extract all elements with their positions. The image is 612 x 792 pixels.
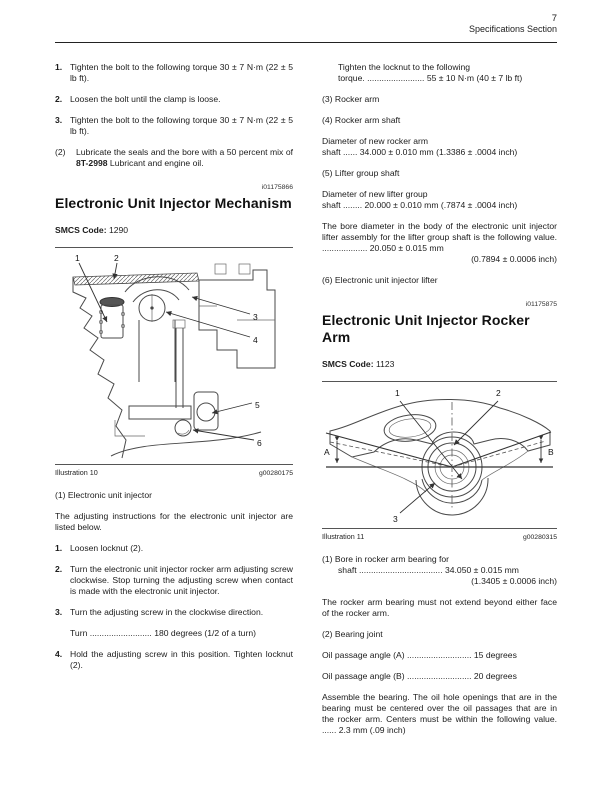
callout-3-label: 3	[393, 514, 398, 524]
callout-3-text: (3) Rocker arm	[322, 94, 380, 104]
step-text: Turn the electronic unit injector rocker arm adjusting screw clockwise. Stop turning the adjusting screw when contact is made with the electronic unit injector.	[70, 564, 293, 596]
step-item	[55, 94, 293, 105]
step-text-main: Turn the adjusting screw in the clockwise direction.	[70, 607, 264, 617]
rocker-bore-spec	[322, 554, 557, 587]
spec-value-line: torque. ........................ 55 ± 10 N·m (40 ± 7 lb ft)	[338, 73, 523, 83]
callout-2-text: (2) Bearing joint	[322, 629, 383, 639]
step-text: Tighten the bolt to the following torque 30 ± 7 N·m (22 ± 5 lb ft).	[70, 115, 293, 136]
right-column	[322, 62, 557, 746]
step-number: 1.	[55, 62, 63, 72]
spec-value-continuation: (0.7894 ± 0.0006 inch)	[471, 254, 557, 264]
figure-caption	[55, 465, 293, 478]
oil-angle-b-spec: Oil passage angle (B) ........................... 20 degrees	[322, 671, 517, 681]
smcs-code-line	[55, 225, 293, 236]
assemble-bearing-paragraph: Assemble the bearing. The oil hole openings that are in the bearing must be centered over the oil passages that are in the rocker arm. Centers must be within the following value. ...... 2.3 mm (.09 inch)	[322, 692, 557, 735]
page-number: 7	[551, 13, 557, 24]
step-number: 1.	[55, 543, 63, 553]
bore-diameter-paragraph	[322, 221, 557, 265]
figure-caption	[322, 529, 557, 542]
spec-line: Diameter of new lifter group	[322, 189, 428, 199]
step-text: Loosen locknut (2).	[70, 543, 144, 553]
callout-6-text: (6) Electronic unit injector lifter	[322, 275, 438, 285]
callout-4-text: (4) Rocker arm shaft	[322, 115, 401, 125]
section-heading: Electronic Unit Injector Mechanism	[55, 195, 292, 211]
callout-1-label: 1	[75, 253, 80, 263]
figure-id: g00280175	[258, 470, 293, 477]
step-text: Hold the adjusting screw in this position. Tighten locknut (2).	[70, 649, 293, 670]
step-number: 2.	[55, 94, 63, 104]
spec-text: The bore diameter in the body of the electronic unit injector lifter assembly for the lifter group shaft is the following value. ................... 20.050 ± 0.015 mm	[322, 221, 557, 253]
oil-angle-a-spec: Oil passage angle (A) ........................... 15 degrees	[322, 650, 517, 660]
smcs-code-line	[322, 359, 557, 370]
callout-2-label: 2	[114, 253, 119, 263]
spec-line: (1) Bore in rocker arm bearing for	[322, 554, 450, 564]
bearing-note-paragraph: The rocker arm bearing must not extend beyond either face of the rocker arm.	[322, 597, 557, 618]
smcs-value: 1123	[375, 359, 395, 369]
step-item	[55, 564, 293, 597]
step-text: Tighten the bolt to the following torque 30 ± 7 N·m (22 ± 5 lb ft).	[70, 62, 293, 83]
step-item	[55, 543, 293, 554]
spec-value-continuation: (1.3405 ± 0.0006 inch)	[471, 576, 557, 586]
doc-id: i01175875	[525, 301, 557, 308]
spec-value-line: shaft ................................... 34.050 ± 0.015 mm	[338, 565, 519, 575]
step-number: 4.	[55, 649, 63, 659]
callout-1-label: 1	[395, 388, 400, 398]
illustration-11-figure	[322, 381, 557, 529]
callout-4-label: 4	[253, 335, 258, 345]
smcs-label: SMCS Code:	[322, 359, 374, 369]
injector-mechanism-diagram	[55, 250, 293, 462]
angle-a-label: A	[324, 447, 330, 457]
illustration-label: Illustration 11	[322, 532, 365, 541]
step-text	[70, 607, 293, 639]
callout-1-text: (1) Electronic unit injector	[55, 490, 152, 500]
rocker-shaft-spec	[322, 136, 557, 158]
left-column	[55, 62, 293, 681]
callout-2-label: 2	[496, 388, 501, 398]
callout-6-label: 6	[257, 438, 262, 448]
step-text: Loosen the bolt until the clamp is loose.	[70, 94, 221, 104]
spec-value-line: shaft ...... 34.000 ± 0.010 mm (1.3386 ± .0004 inch)	[322, 147, 518, 157]
step-number: 3.	[55, 115, 63, 125]
spec-line: Diameter of new rocker arm	[322, 136, 429, 146]
step-item	[55, 649, 293, 671]
rocker-arm-diagram	[322, 384, 557, 526]
step-number: 2.	[55, 564, 63, 574]
callout-3-label: 3	[253, 312, 258, 322]
spec-line: Tighten the locknut to the following	[338, 62, 471, 72]
page-header	[469, 13, 557, 35]
spec-value-line: Turn .......................... 180 degrees (1/2 of a turn)	[70, 628, 256, 638]
header-rule	[55, 42, 557, 43]
callout-number: (2)	[55, 147, 66, 157]
callout-note-2	[55, 147, 293, 169]
locknut-torque-spec	[322, 62, 557, 84]
note-pre: Lubricate the seals and the bore with a 50 percent mix of	[76, 147, 293, 157]
intro-paragraph: The adjusting instructions for the electronic unit injector are listed below.	[55, 511, 293, 532]
step-item	[55, 115, 293, 137]
section-title-header: Specifications Section	[468, 24, 557, 34]
section-heading: Electronic Unit Injector Rocker Arm	[322, 312, 530, 345]
illustration-10-figure	[55, 247, 293, 465]
step-item	[55, 62, 293, 84]
part-number: 8T-2998	[76, 158, 108, 168]
note-post: Lubricant and engine oil.	[107, 158, 204, 168]
smcs-label: SMCS Code:	[55, 225, 107, 235]
step-number: 3.	[55, 607, 63, 617]
callout-5-text: (5) Lifter group shaft	[322, 168, 400, 178]
callout-text	[76, 147, 293, 169]
smcs-value: 1290	[108, 225, 129, 235]
doc-id: i01175866	[261, 184, 293, 191]
figure-id: g00280315	[522, 534, 557, 541]
callout-5-label: 5	[255, 400, 260, 410]
spec-value-line: shaft ........ 20.000 ± 0.010 mm (.7874 ± .0004 inch)	[322, 200, 518, 210]
illustration-label: Illustration 10	[55, 468, 98, 477]
step-item	[55, 607, 293, 639]
lifter-shaft-spec	[322, 189, 557, 211]
angle-b-label: B	[548, 447, 554, 457]
